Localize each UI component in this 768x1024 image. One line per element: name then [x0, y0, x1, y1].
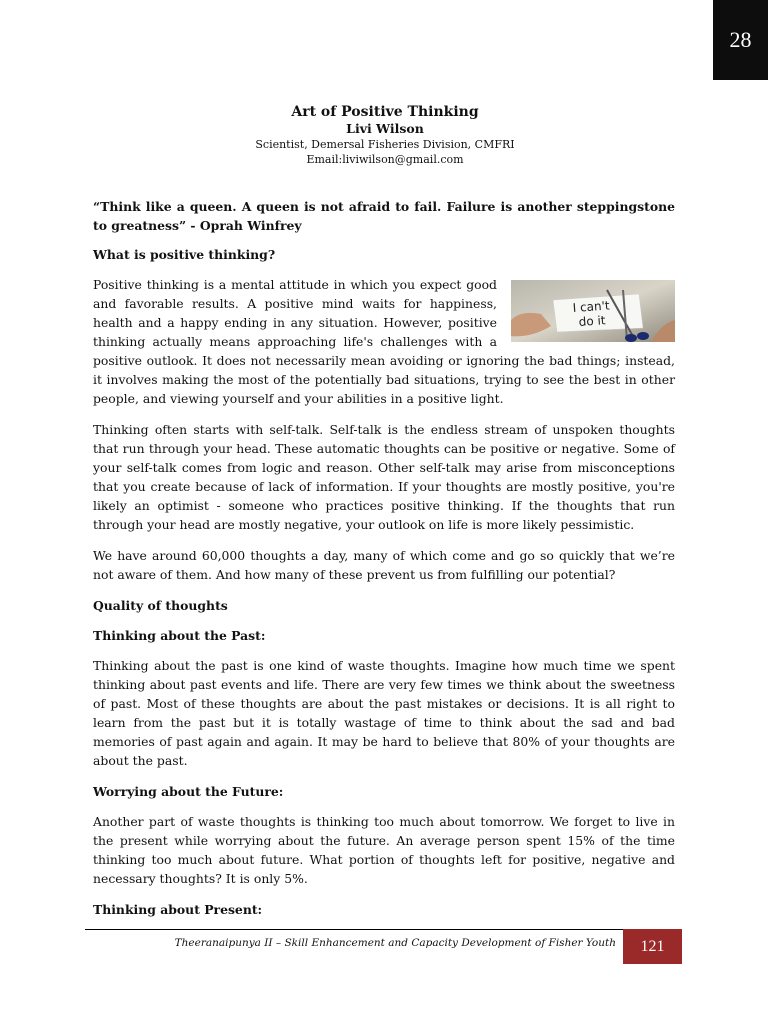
chapter-number-tab: [713, 0, 768, 80]
heading-quality-of-thoughts: Quality of thoughts: [93, 598, 228, 613]
article-body: [93, 197, 675, 930]
paragraph: Positive thinking is a mental attitude in which you expect good and favorable results. A positive mind waits for happiness, health and a happy ending in any situation. However, positive thinking actually means approaching life's challenges with a positive outlook. It does not necessarily mean avoiding or ignoring the bad things; instead, it involves making the most of the potentially bad situations, trying to see the best in other people, and viewing yourself and your abilities in a positive light.: [93, 277, 675, 406]
scissors-cutting-note-image: [511, 280, 675, 342]
heading-worrying-about-future: Worrying about the Future:: [93, 784, 284, 799]
article-title: Art of Positive Thinking: [291, 104, 479, 120]
note-line-2: do it: [578, 313, 606, 329]
paragraph: Thinking often starts with self-talk. Self-talk is the endless stream of unspoken thoughts that run through your head. These automatic thoughts can be positive or negative. Some of your self-talk comes from logic and reason. Other self-talk may arise from misconceptions that you create because of lack of information. If your thoughts are mostly positive, you're likely an optimist - someone who practices positive thinking. If the thoughts that run through your head are mostly negative, your outlook on life is more likely pessimistic.: [93, 422, 675, 532]
article-author: Livi Wilson: [346, 121, 424, 136]
figure-i-cant-do-it: [511, 280, 675, 342]
footer-title: Theeranaipunya II – Skill Enhancement and Capacity Development of Fisher Youth: [174, 937, 616, 949]
page-number-badge: [623, 929, 682, 964]
heading-thinking-about-present: Thinking about Present:: [93, 902, 263, 917]
page-number: 121: [640, 937, 665, 955]
paragraph: Another part of waste thoughts is thinking too much about tomorrow. We forget to live in the present while worrying about the future. An average person spent 15% of the time thinking too much about future. What portion of thoughts left for positive, negative and necessary thoughts? It is only 5%.: [93, 814, 675, 886]
opening-quote: “Think like a queen. A queen is not afraid to fail. Failure is another steppingstone to greatness” - Oprah Winfrey: [93, 199, 675, 233]
paragraph: We have around 60,000 thoughts a day, many of which come and go so quickly that we’re not aware of them. And how many of these prevent us from fulfilling our potential?: [93, 548, 675, 582]
chapter-number: 28: [729, 27, 752, 52]
heading-what-is-positive-thinking: What is positive thinking?: [93, 247, 276, 262]
heading-thinking-about-past: Thinking about the Past:: [93, 628, 266, 643]
article-header: [90, 103, 680, 167]
paragraph: Thinking about the past is one kind of waste thoughts. Imagine how much time we spent thinking about past events and life. There are very few times we think about the sweetness of past. Most of these thoughts are about the past mistakes or decisions. It is all right to learn from the past but it is totally wastage of time to think about the sad and bad memories of past again and again. It may be hard to believe that 80% of your thoughts are about the past.: [93, 658, 675, 768]
author-affiliation: Scientist, Demersal Fisheries Division, CMFRI: [255, 138, 515, 151]
note-line-1: I can't: [572, 298, 611, 315]
author-email: Email:liviwilson@gmail.com: [306, 153, 464, 166]
footer-divider: [85, 929, 623, 930]
